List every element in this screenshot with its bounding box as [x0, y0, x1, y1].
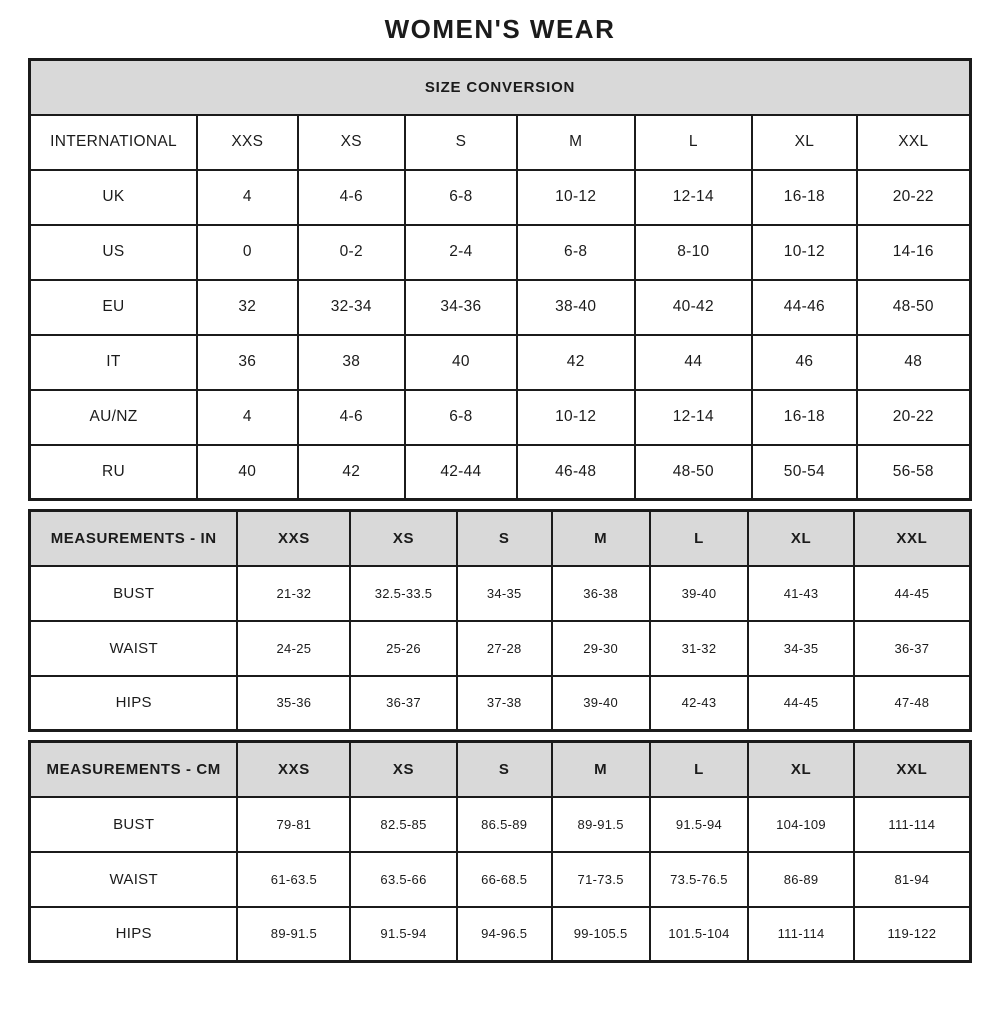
header-size-cell: XXS — [237, 511, 350, 566]
value-cell: 0-2 — [298, 225, 405, 280]
table-row — [30, 115, 971, 170]
value-cell: 37-38 — [457, 676, 552, 731]
value-cell: 35-36 — [237, 676, 350, 731]
value-cell: 63.5-66 — [350, 852, 456, 907]
table-row — [30, 852, 971, 907]
size-conversion-header-row — [30, 60, 971, 115]
value-cell: 39-40 — [650, 566, 749, 621]
table-row — [30, 566, 971, 621]
value-cell: 56-58 — [857, 445, 971, 500]
value-cell: 47-48 — [854, 676, 971, 731]
value-cell: 6-8 — [405, 170, 517, 225]
table-row — [30, 280, 971, 335]
table-row — [30, 907, 971, 962]
header-size-cell: L — [650, 742, 749, 797]
size-conversion-title: SIZE CONVERSION — [30, 60, 971, 115]
value-cell: 86.5-89 — [457, 797, 552, 852]
measurements-cm-table — [28, 740, 972, 963]
measurements-cm-body — [30, 797, 971, 962]
value-cell: M — [517, 115, 635, 170]
value-cell: 34-35 — [457, 566, 552, 621]
value-cell: 6-8 — [517, 225, 635, 280]
value-cell: 44-45 — [748, 676, 853, 731]
value-cell: 16-18 — [752, 390, 856, 445]
value-cell: 44 — [635, 335, 753, 390]
value-cell: 44-45 — [854, 566, 971, 621]
header-size-cell: XS — [350, 742, 456, 797]
measurements-in-body — [30, 566, 971, 731]
value-cell: 101.5-104 — [650, 907, 749, 962]
value-cell: 89-91.5 — [237, 907, 350, 962]
header-size-cell: XL — [748, 742, 853, 797]
header-size-cell: M — [552, 511, 650, 566]
value-cell: 111-114 — [748, 907, 853, 962]
value-cell: 20-22 — [857, 390, 971, 445]
value-cell: 41-43 — [748, 566, 853, 621]
value-cell: 48-50 — [635, 445, 753, 500]
value-cell: 4 — [197, 170, 298, 225]
header-size-cell: M — [552, 742, 650, 797]
value-cell: 0 — [197, 225, 298, 280]
value-cell: 32-34 — [298, 280, 405, 335]
header-label-cell: MEASUREMENTS - IN — [30, 511, 238, 566]
value-cell: 34-36 — [405, 280, 517, 335]
row-label-cell: WAIST — [30, 852, 238, 907]
value-cell: 79-81 — [237, 797, 350, 852]
header-size-cell: S — [457, 511, 552, 566]
value-cell: 38-40 — [517, 280, 635, 335]
measurements-in-header-row — [30, 511, 971, 566]
value-cell: 119-122 — [854, 907, 971, 962]
value-cell: 38 — [298, 335, 405, 390]
row-label-cell: HIPS — [30, 907, 238, 962]
value-cell: 40 — [405, 335, 517, 390]
size-conversion-table — [28, 58, 972, 501]
header-size-cell: XXS — [237, 742, 350, 797]
row-label-cell: RU — [30, 445, 197, 500]
header-size-cell: XS — [350, 511, 456, 566]
row-label-cell: EU — [30, 280, 197, 335]
row-label-cell: HIPS — [30, 676, 238, 731]
header-size-cell: L — [650, 511, 749, 566]
value-cell: 42 — [517, 335, 635, 390]
value-cell: 39-40 — [552, 676, 650, 731]
size-chart-page — [0, 14, 1000, 963]
row-label-cell: US — [30, 225, 197, 280]
header-size-cell: XL — [748, 511, 853, 566]
value-cell: 10-12 — [517, 170, 635, 225]
value-cell: 32 — [197, 280, 298, 335]
value-cell: 14-16 — [857, 225, 971, 280]
value-cell: 10-12 — [752, 225, 856, 280]
value-cell: 4-6 — [298, 170, 405, 225]
table-row — [30, 170, 971, 225]
value-cell: 31-32 — [650, 621, 749, 676]
table-row — [30, 335, 971, 390]
header-size-cell: XXL — [854, 742, 971, 797]
row-label-cell: BUST — [30, 566, 238, 621]
value-cell: 71-73.5 — [552, 852, 650, 907]
table-row — [30, 797, 971, 852]
header-label-cell: MEASUREMENTS - CM — [30, 742, 238, 797]
value-cell: 42 — [298, 445, 405, 500]
size-conversion-body — [30, 115, 971, 500]
value-cell: 8-10 — [635, 225, 753, 280]
value-cell: S — [405, 115, 517, 170]
value-cell: 6-8 — [405, 390, 517, 445]
value-cell: 27-28 — [457, 621, 552, 676]
value-cell: 91.5-94 — [350, 907, 456, 962]
value-cell: 29-30 — [552, 621, 650, 676]
value-cell: 40 — [197, 445, 298, 500]
value-cell: 73.5-76.5 — [650, 852, 749, 907]
row-label-cell: INTERNATIONAL — [30, 115, 197, 170]
header-size-cell: XXL — [854, 511, 971, 566]
row-label-cell: UK — [30, 170, 197, 225]
value-cell: 82.5-85 — [350, 797, 456, 852]
value-cell: 104-109 — [748, 797, 853, 852]
value-cell: 66-68.5 — [457, 852, 552, 907]
value-cell: 12-14 — [635, 390, 753, 445]
table-row — [30, 225, 971, 280]
value-cell: 2-4 — [405, 225, 517, 280]
value-cell: 89-91.5 — [552, 797, 650, 852]
value-cell: 86-89 — [748, 852, 853, 907]
value-cell: 42-43 — [650, 676, 749, 731]
page-title: WOMEN'S WEAR — [384, 14, 616, 44]
value-cell: 111-114 — [854, 797, 971, 852]
value-cell: 12-14 — [635, 170, 753, 225]
value-cell: 36-38 — [552, 566, 650, 621]
value-cell: 25-26 — [350, 621, 456, 676]
value-cell: 4 — [197, 390, 298, 445]
value-cell: XL — [752, 115, 856, 170]
value-cell: 46 — [752, 335, 856, 390]
value-cell: 10-12 — [517, 390, 635, 445]
value-cell: 94-96.5 — [457, 907, 552, 962]
value-cell: 81-94 — [854, 852, 971, 907]
value-cell: L — [635, 115, 753, 170]
value-cell: 32.5-33.5 — [350, 566, 456, 621]
table-row — [30, 445, 971, 500]
row-label-cell: WAIST — [30, 621, 238, 676]
value-cell: 44-46 — [752, 280, 856, 335]
row-label-cell: AU/NZ — [30, 390, 197, 445]
value-cell: 50-54 — [752, 445, 856, 500]
table-row — [30, 390, 971, 445]
value-cell: 40-42 — [635, 280, 753, 335]
value-cell: 24-25 — [237, 621, 350, 676]
value-cell: 16-18 — [752, 170, 856, 225]
value-cell: XS — [298, 115, 405, 170]
value-cell: 36 — [197, 335, 298, 390]
row-label-cell: IT — [30, 335, 197, 390]
value-cell: 48-50 — [857, 280, 971, 335]
value-cell: 36-37 — [854, 621, 971, 676]
value-cell: 99-105.5 — [552, 907, 650, 962]
measurements-cm-header-row — [30, 742, 971, 797]
value-cell: 46-48 — [517, 445, 635, 500]
value-cell: XXL — [857, 115, 971, 170]
value-cell: 20-22 — [857, 170, 971, 225]
table-row — [30, 676, 971, 731]
value-cell: 61-63.5 — [237, 852, 350, 907]
measurements-in-table — [28, 509, 972, 732]
table-row — [30, 621, 971, 676]
value-cell: 4-6 — [298, 390, 405, 445]
value-cell: 91.5-94 — [650, 797, 749, 852]
value-cell: 34-35 — [748, 621, 853, 676]
row-label-cell: BUST — [30, 797, 238, 852]
header-size-cell: S — [457, 742, 552, 797]
value-cell: 48 — [857, 335, 971, 390]
value-cell: XXS — [197, 115, 298, 170]
value-cell: 42-44 — [405, 445, 517, 500]
value-cell: 21-32 — [237, 566, 350, 621]
value-cell: 36-37 — [350, 676, 456, 731]
